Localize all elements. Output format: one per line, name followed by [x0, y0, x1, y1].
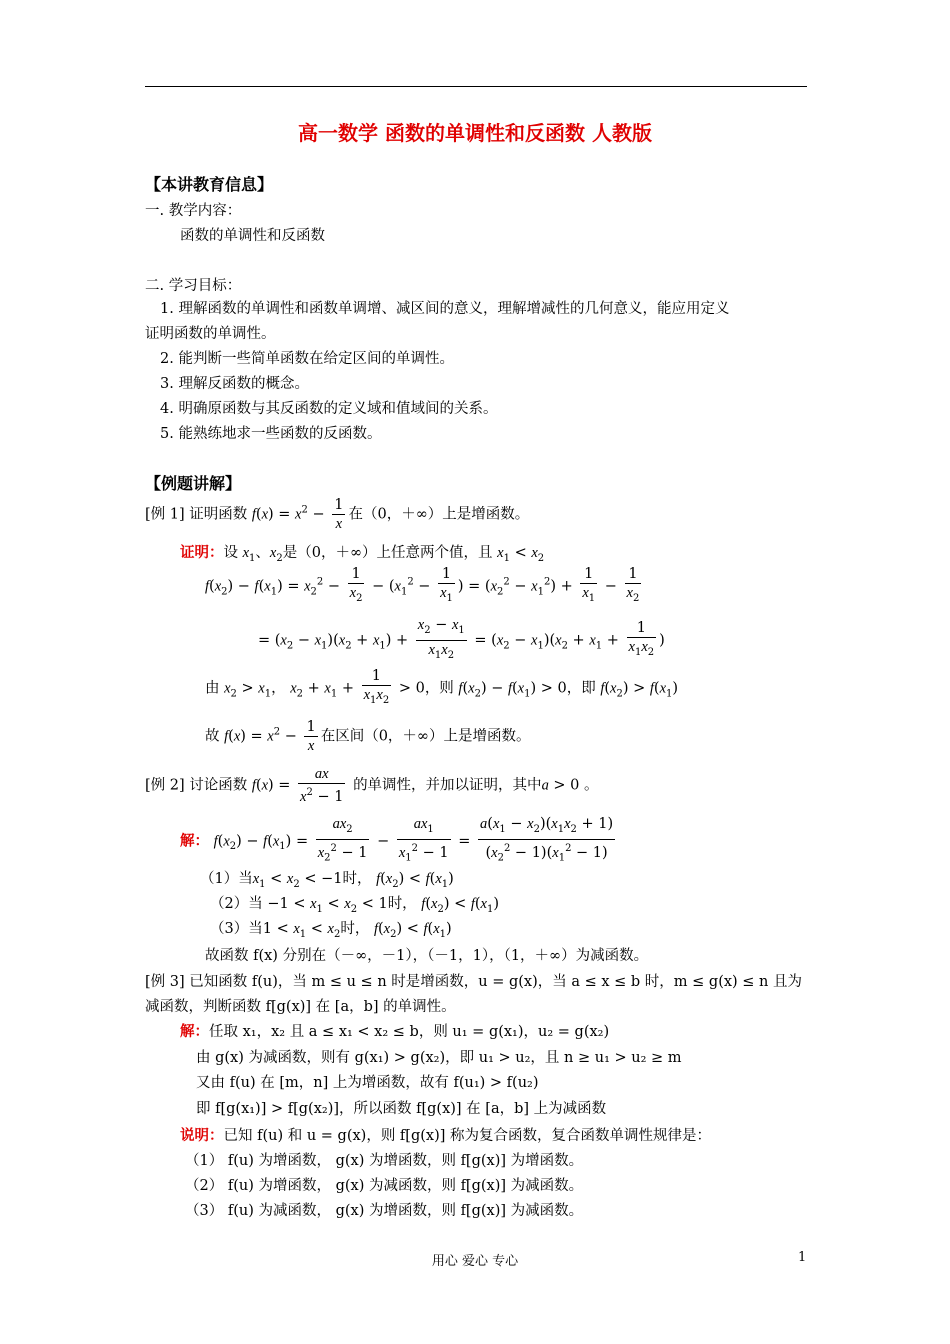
composite-rule: （1） f(u) 为增函数， g(x) 为增函数，则 f[g(x)] 为增函数。: [185, 1153, 584, 1169]
case-2: （2）当 $-1 < x_1 < x_2 < 1$时， $f(x_2) < f(x_1)$: [210, 896, 500, 915]
goal-line: 1. 理解函数的单调性和函数单调增、减区间的意义，理解增减性的几何意义，能应用定义: [160, 301, 730, 317]
composite-rule: （2） f(u) 为增函数， g(x) 为减函数，则 f[g(x)] 为减函数。: [185, 1178, 584, 1194]
example-1-statement: [例 1] 证明函数 $f(x) = x^2$ − $\frac{1}{x}$ 在（0，＋∞）上是增函数。: [145, 497, 530, 532]
section-heading-info: 【本讲教育信息】: [145, 175, 274, 194]
solution-equation: 解： $f(x_2) - f(x_1)$ = $\frac{ax_2}{x_2^2 - 1}$ − $\frac{ax_1}{x_1^2 - 1}$ = $\frac{a(x_1 - x_2)(x_1x_2 + 1)}{(x_2^2 - 1)(x_1^2 - 1)}$: [180, 816, 614, 864]
proof-intro: 证明：设 $x_1$、$x_2$是（0，＋∞）上任意两个值，且 $x_1 < x_2$: [180, 544, 545, 564]
case-1: （1）当$x_1 < x_2 < -1$时， $f(x_2) < f(x_1)$: [200, 871, 454, 890]
learning-goals-label: 二. 学习目标：: [145, 278, 242, 294]
page-number: 1: [798, 1250, 807, 1265]
fraction: $\frac{1}{x}$: [334, 497, 344, 532]
teaching-content-label: 一. 教学内容：: [145, 203, 242, 219]
goal-line: 5. 能熟练地求一些函数的反函数。: [160, 426, 382, 442]
goal-line: 2. 能判断一些简单函数在给定区间的单调性。: [160, 351, 454, 367]
footer-motto: 用心 爱心 专心: [431, 1254, 519, 1269]
example-3-statement: [例 3] 已知函数 f(u)，当 m ≤ u ≤ n 时是增函数，u = g(x)，当 a ≤ x ≤ b 时，m ≤ g(x) ≤ n 且为: [145, 974, 803, 990]
goal-line: 证明函数的单调性。: [145, 326, 276, 342]
ex3-solution-line: 由 g(x) 为减函数，则有 g(x₁) > g(x₂)，即 u₁ > u₂，且 n ≥ u₁ > u₂ ≥ m: [196, 1050, 682, 1066]
proof-conclusion: 故 $f(x) = x^2$ − $\frac{1}{x}$ 在区间（0，＋∞）上是增函数。: [205, 719, 531, 754]
ex3-solution-line: 解：任取 x₁，x₂ 且 a ≤ x₁ < x₂ ≤ b，则 u₁ = g(x₁)，u₂ = g(x₂): [180, 1023, 610, 1040]
example-2-conclusion: 故函数 f(x) 分别在（－∞，－1），（－1，1），（1，＋∞）为减函数。: [205, 948, 649, 964]
example-2-statement: [例 2] 讨论函数 f(x) = $\frac{ax}{x^2 - 1}$ 的单调性，并加以证明，其中a > 0 。: [145, 766, 599, 805]
top-rule: [145, 86, 807, 87]
composite-rule: （3） f(u) 为减函数， g(x) 为增函数，则 f[g(x)] 为减函数。: [185, 1203, 584, 1219]
case-3: （3）当$1 < x_1 < x_2$时， $f(x_2) < f(x_1)$: [210, 921, 452, 940]
document-title: 高一数学 函数的单调性和反函数 人教版: [298, 121, 652, 145]
proof-equation-2: = $(x_2 - x_1)(x_2 + x_1)$ + $\frac{x_2 - x_1}{x_1x_2}$ = $(x_2 - x_1)(x_2 + x_1$ + $\frac{1}{x_1x_2}$ ): [258, 617, 665, 661]
proof-reasoning: 由 $x_2 > x_1$， $x_2 + x_1$ + $\frac{1}{x_1x_2}$ > 0，则 $f(x_2) - f(x_1) > 0$，即 $f(x_2) > f(x_1)$: [205, 668, 679, 706]
goal-line: 4. 明确原函数与其反函数的定义域和值域间的关系。: [160, 401, 498, 417]
goal-line: 3. 理解反函数的概念。: [160, 376, 309, 392]
ex3-solution-line: 又由 f(u) 在 [m，n] 上为增函数，故有 f(u₁) > f(u₂): [196, 1075, 539, 1091]
teaching-content: 函数的单调性和反函数: [180, 228, 325, 244]
ex3-note: 说明：已知 f(u) 和 u = g(x)，则 f[g(x)] 称为复合函数，复合函数单调性规律是：: [180, 1127, 711, 1144]
section-heading-examples: 【例题讲解】: [145, 474, 242, 493]
proof-equation-1: $f(x_2) - f(x_1) = x_2^2$ − $\frac{1}{x_2}$ − ($x_1^2$ − $\frac{1}{x_1}$ ) = $(x_2^2 - x_1^2)$ + $\frac{1}{x_1}$ − $\frac{1}{x_2}$: [205, 566, 640, 604]
ex3-solution-line: 即 f[g(x₁)] > f[g(x₂)]，所以函数 f[g(x)] 在 [a，b] 上为减函数: [196, 1101, 607, 1117]
example-3-statement-cont: 减函数，判断函数 f[g(x)] 在 [a，b] 的单调性。: [145, 999, 456, 1015]
